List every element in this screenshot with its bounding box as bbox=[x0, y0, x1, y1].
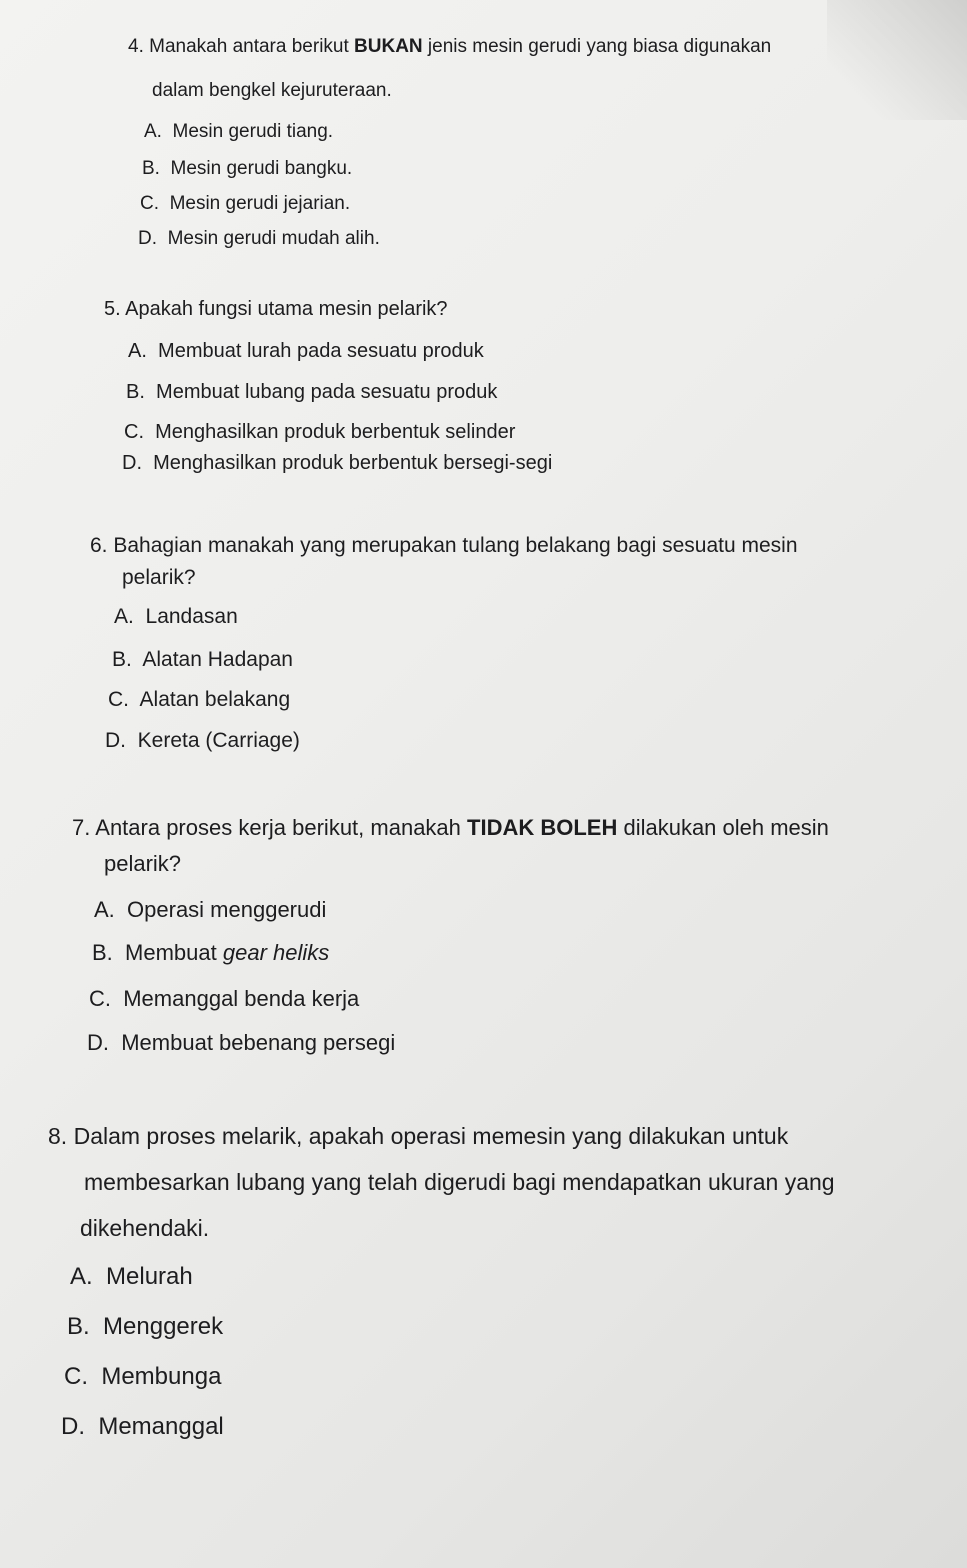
question-6-option-d: D. Kereta (Carriage) bbox=[105, 729, 300, 752]
question-4-option-c: C. Mesin gerudi jejarian. bbox=[140, 193, 351, 214]
question-6-option-b: B. Alatan Hadapan bbox=[112, 648, 293, 671]
question-8-option-b: B. Menggerek bbox=[67, 1313, 224, 1340]
question-4-stem-line-2: dalam bengkel kejuruteraan. bbox=[152, 80, 392, 101]
question-6-stem-line-2: pelarik? bbox=[122, 566, 196, 589]
question-7-option-d: D. Membuat bebenang persegi bbox=[87, 1030, 396, 1055]
question-7-stem-line-2: pelarik? bbox=[104, 851, 182, 876]
question-4-option-b: B. Mesin gerudi bangku. bbox=[142, 158, 353, 179]
question-4-stem-line-1: 4. Manakah antara berikut BUKAN jenis mesin gerudi yang biasa digunakan bbox=[128, 36, 772, 57]
question-5-stem: 5. Apakah fungsi utama mesin pelarik? bbox=[104, 298, 448, 320]
question-4-option-a: A. Mesin gerudi tiang. bbox=[144, 121, 334, 142]
question-8-stem-line-3: dikehendaki. bbox=[80, 1215, 210, 1241]
question-7-option-b: B. Membuat gear heliks bbox=[92, 940, 330, 965]
question-8-stem-line-2: membesarkan lubang yang telah digerudi bagi mendapatkan ukuran yang bbox=[84, 1169, 835, 1195]
question-5-option-a: A. Membuat lurah pada sesuatu produk bbox=[128, 340, 484, 362]
question-8-option-d: D. Memanggal bbox=[61, 1413, 224, 1440]
question-5-option-c: C. Menghasilkan produk berbentuk selinder bbox=[124, 421, 516, 443]
question-5-option-b: B. Membuat lubang pada sesuatu produk bbox=[126, 381, 498, 403]
page-shadow bbox=[827, 0, 967, 120]
question-7-option-a: A. Operasi menggerudi bbox=[94, 897, 327, 922]
question-8-option-c: C. Membunga bbox=[64, 1363, 222, 1390]
question-6-option-a: A. Landasan bbox=[114, 605, 238, 628]
question-6-stem-line-1: 6. Bahagian manakah yang merupakan tulang belakang bagi sesuatu mesin bbox=[90, 534, 798, 557]
question-7-stem-line-1: 7. Antara proses kerja berikut, manakah TIDAK BOLEH dilakukan oleh mesin bbox=[72, 815, 829, 840]
question-7-option-c: C. Memanggal benda kerja bbox=[89, 986, 360, 1011]
question-8-option-a: A. Melurah bbox=[70, 1263, 193, 1290]
question-4-option-d: D. Mesin gerudi mudah alih. bbox=[138, 228, 380, 249]
question-6-option-c: C. Alatan belakang bbox=[108, 688, 291, 711]
question-5-option-d: D. Menghasilkan produk berbentuk bersegi-segi bbox=[122, 452, 553, 474]
question-8-stem-line-1: 8. Dalam proses melarik, apakah operasi memesin yang dilakukan untuk bbox=[48, 1123, 789, 1149]
